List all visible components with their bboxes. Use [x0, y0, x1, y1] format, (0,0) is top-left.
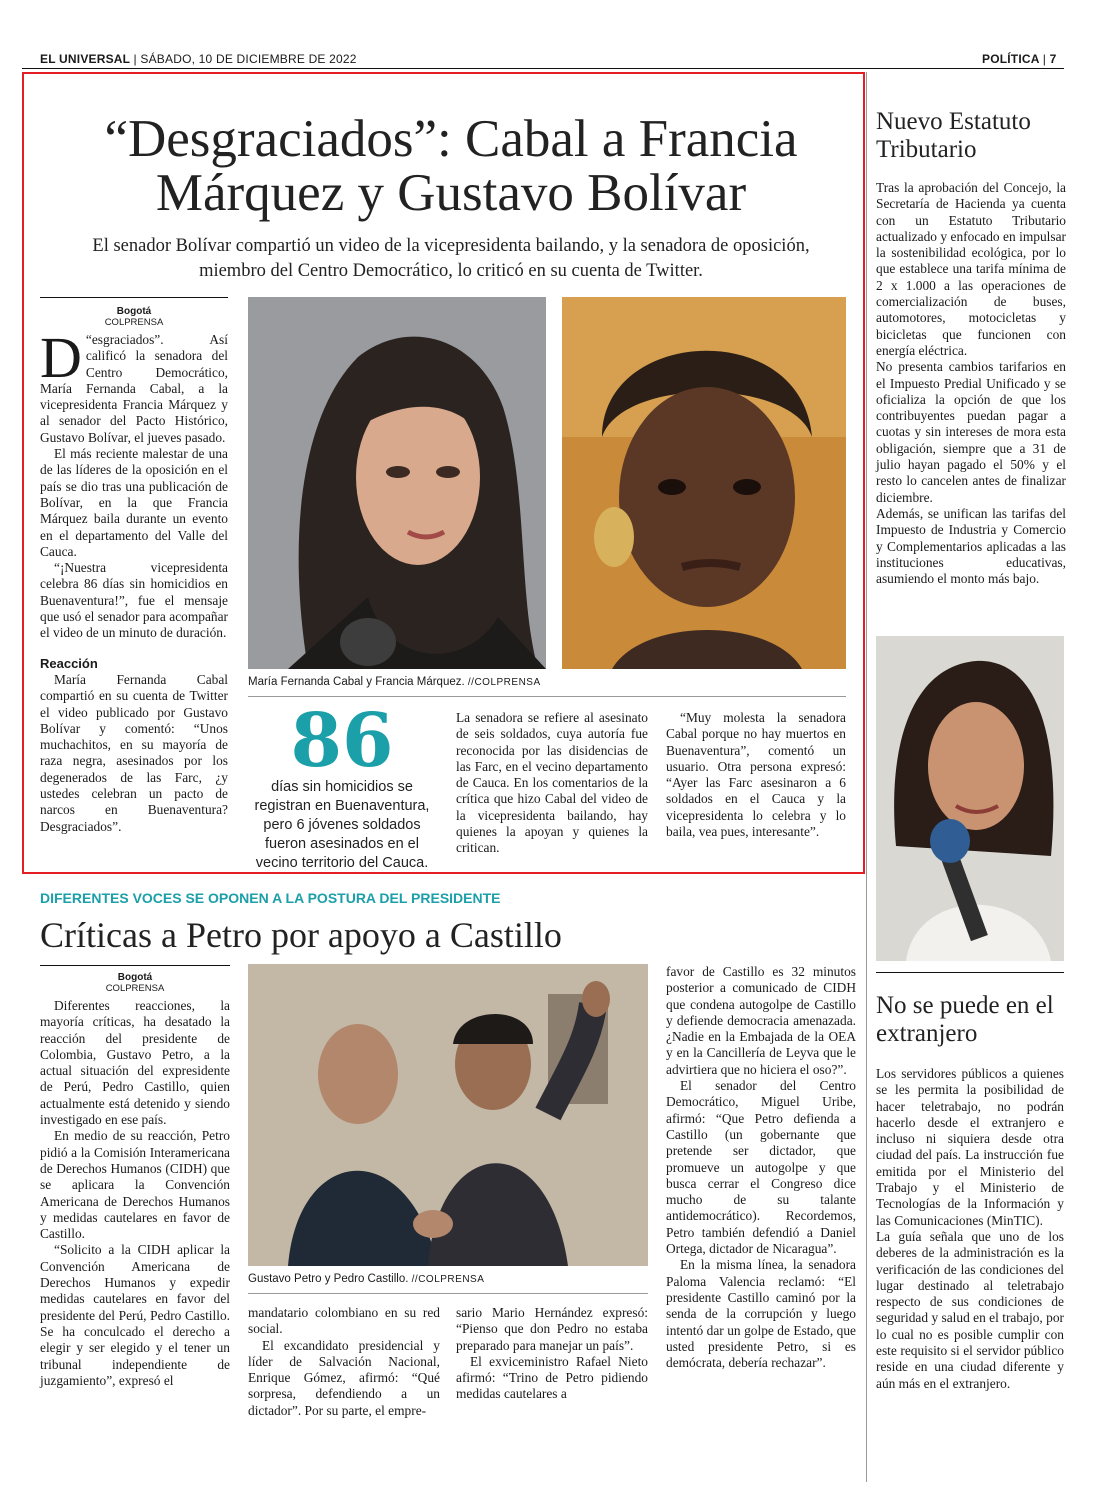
caption-agency: //COLPRENSA — [467, 677, 541, 688]
paragraph: mandatario colombiano en su red social. — [248, 1305, 440, 1337]
masthead-right: POLÍTICA | 7 — [982, 52, 1057, 66]
paragraph: “Muy molesta la senadora Cabal porque no hay muertos en Buenaventura”, comentó un usuario. Otra persona expresó: “Ayer las Farc asesinaron a 6 soldados en el Cauca y la vicepresidenta lo celebra y lo baila, vea pues, interesante”. — [666, 710, 846, 840]
paragraph: El más reciente malestar de una de las líderes de la oposición en el país se dio tras una publicación de Bolívar, en la que Francia Márquez baila durante un evento en el departamento del Valle del Cauca. — [40, 446, 228, 559]
sidebar-divider — [866, 72, 867, 1482]
caption-rule — [248, 1293, 648, 1294]
masthead-left: EL UNIVERSAL | SÁBADO, 10 DE DICIEMBRE DE 2022 — [40, 52, 357, 66]
paragraph: En medio de su reacción, Petro pidió a la Comisión Interamericana de Derechos Humanos (CIDH) que se aplicara la Convención Americana de Derechos Humanos y medidas cautelares en favor de Castillo. — [40, 1128, 230, 1242]
sidebar2-title: No se puede en el extranjero — [876, 992, 1054, 1047]
issue-date: SÁBADO, 10 DE DICIEMBRE DE 2022 — [140, 52, 357, 66]
story2-col2 — [248, 1305, 440, 1419]
paragraph: favor de Castillo es 32 minutos posterior a comunicado de CIDH que condena autogolpe de Castillo y defiende democracia amenazada. ¿Nadie en la Embajada de la OEA y en la Cancillería de Leyva que le advirtiera que no hiciera el oso?”. — [666, 964, 856, 1077]
lead-paragraph: D “esgraciados”. Así calificó la senadora del Centro Democrático, María Fernanda Cabal, a la vicepresidenta Francia Márquez y al senador del Pacto Histórico, Gustavo Bolívar, el jueves pasado. — [40, 325, 228, 445]
header-rule — [22, 68, 1064, 69]
dropcap: D — [40, 325, 82, 390]
story2-headline: Críticas a Petro por apoyo a Castillo — [40, 915, 562, 955]
caption-rule — [248, 696, 846, 697]
paragraph: Diferentes reacciones, la mayoría críticas, ha desatado la reacción del presidente de Colombia, Gustavo Petro, a la actual situación del expresidente de Perú, Pedro Castillo, quien actualmente está detenido y siendo investigado en ese país. — [40, 998, 230, 1128]
photo-cabal — [248, 297, 546, 669]
paragraph: La guía señala que uno de los deberes de la administración es la verificación de las condiciones del lugar destinado al teletrabajo respecto de sus condiciones de seguridad y salud en el trabajo, por lo cual no es posible cumplir con este requisito si el servidor público reside en una ciudad diferente y aún más en el extranjero. — [876, 1228, 1064, 1391]
section-name: POLÍTICA — [982, 52, 1040, 66]
story2-byline — [40, 972, 230, 994]
paragraph: María Fernanda Cabal compartió en su cuenta de Twitter el video publicado por Gustavo Bolívar y comentó: “Unos muchachitos, en su mayoría de raza negra, asesinados por los degenerados de las Farc, ¿y ustedes celebran un pacto de narcos en Buenaventura? Desgraciados”. — [40, 671, 228, 834]
story1-deck: El senador Bolívar compartió un video de la vicepresidenta bailando, y la senadora de oposición, miembro del Centro Democrático, lo criticó en su cuenta de Twitter. — [92, 236, 810, 281]
story1-col4 — [666, 710, 846, 840]
agency: COLPRENSA — [104, 317, 164, 328]
story2-kicker: DIFERENTES VOCES SE OPONEN A LA POSTURA DEL PRESIDENTE — [40, 890, 501, 906]
agency: COLPRENSA — [105, 983, 165, 994]
paragraph: El senador del Centro Democrático, Miguel Uribe, afirmó: “Que Petro defienda a Castillo (un gobernante que pretende ser dictador, que promueve un autogolpe y que busca cerrar el Congreso dice mucho de su talante antidemocrático). Recordemos, Petro también defendió a Daniel Ortega, dictador de Nicaragua”. — [666, 1078, 856, 1257]
dateline: Bogotá — [117, 972, 153, 983]
paragraph: Además, se unifican las tarifas del Impuesto de Industria y Comercio y Complementarios aplicadas a las instituciones educativas, asumiendo el monto más bajo. — [876, 505, 1066, 587]
big-number: 86 — [290, 698, 394, 784]
sidebar1-body — [876, 180, 1066, 587]
caption-agency: //COLPRENSA — [411, 1274, 485, 1285]
byline-rule — [40, 297, 228, 298]
paragraph: sario Mario Hernández expresó: “Pienso que don Pedro no estaba preparado para manejar un país”. — [456, 1305, 648, 1353]
paragraph: El exviceministro Rafael Nieto afirmó: “Trino de Petro pidiendo medidas cautelares a — [456, 1353, 648, 1402]
sidebar1-title: Nuevo Estatuto Tributario — [876, 108, 1031, 163]
dateline: Bogotá — [116, 306, 152, 317]
sidebar-rule — [876, 972, 1064, 973]
paragraph: El excandidato presidencial y líder de Salvación Nacional, Enrique Gómez, afirmó: “Qué sorpresa, defendiendo a un dictador”. Por su parte, el empre- — [248, 1337, 440, 1418]
story2-col4 — [666, 964, 856, 1371]
paragraph: La senadora se refiere al asesinato de seis soldados, cuya autoría fue reconocida por las disidencias de las Farc, en el vecino departamento de Cauca. En los comentarios de la crítica que hizo Cabal del video de la vicepresidenta bailando, hay quienes la apoyan y quienes la critican. — [456, 710, 648, 856]
story1-col1 — [40, 325, 228, 835]
paragraph: No presenta cambios tarifarios en el Impuesto Predial Unificado y se oficializa la opción de que los contribuyentes puedan pagar a cuotas y sin intereses de mora esta obligación, siempre que a 31 de julio hayan pagado el 50% y el resto lo cancelen antes de finalizar diciembre. — [876, 359, 1066, 505]
paragraph: “¡Nuestra vicepresidenta celebra 86 días sin homicidios en Buenaventura!”, fue el mensaje que usó el senador para acompañar el video de un minuto de duración. — [40, 560, 228, 641]
story2-col1 — [40, 998, 230, 1389]
paragraph: Los servidores públicos a quienes se les permita la posibilidad de hacer teletrabajo, no podrán hacerlo desde el extranjero e incluso ni siquiera desde otra ciudad del país. La instrucción fue emitida por el Ministerio del Trabajo y el Ministerio de Tecnologías de la Información y las Comunicaciones (MinTIC). — [876, 1066, 1064, 1228]
paragraph: En la misma línea, la senadora Paloma Valencia reclamó: “El presidente Castillo caminó por la senda de la corrupción y luego intentó dar un golpe de Estado, que usted presidente Petro, si es demócrata, debería rechazar”. — [666, 1257, 856, 1371]
paragraph: “Solicito a la CIDH aplicar la Convención Americana de Derechos Humanos y expedir medidas cautelares en favor del presidente del Perú, Pedro Castillo. Se ha conculcado el derecho a elegir y ser elegido y el tener un tribunal independiente de juzgamiento”, expresó el — [40, 1242, 230, 1388]
page-number: 7 — [1049, 52, 1057, 66]
paragraph: Tras la aprobación del Concejo, la Secretaría de Hacienda ya cuenta con un Estatuto Tributario actualizado y enfocado en impulsar la sostenibilidad ecológica, por lo que establece una tarifa mínima de 2 x 1.000 a las operaciones de comercialización de buses, automotores, motocicletas y bicicletas que funcionen con energía eléctrica. — [876, 180, 1066, 358]
subhead: Reacción — [40, 655, 98, 671]
sidebar-photo — [876, 636, 1064, 961]
photo-marquez — [562, 297, 846, 669]
story1-col3 — [456, 710, 648, 857]
story1-photo-caption: María Fernanda Cabal y Francia Márquez. //COLPRENSA — [248, 676, 541, 688]
story2-photo-caption: Gustavo Petro y Pedro Castillo. //COLPRENSA — [248, 1273, 485, 1285]
byline-rule — [40, 965, 230, 966]
photo-petro-castillo — [248, 964, 648, 1266]
sidebar2-body — [876, 1066, 1064, 1392]
paper-name: EL UNIVERSAL — [40, 52, 130, 66]
big-number-text: días sin homicidios se registran en Buenaventura, pero 6 jóvenes soldados fueron asesinados en el vecino territorio del Cauca. — [254, 779, 430, 871]
story1-headline: “Desgraciados”: Cabal a Francia Márquez y Gustavo Bolívar — [104, 110, 798, 222]
story2-col3 — [456, 1305, 648, 1403]
